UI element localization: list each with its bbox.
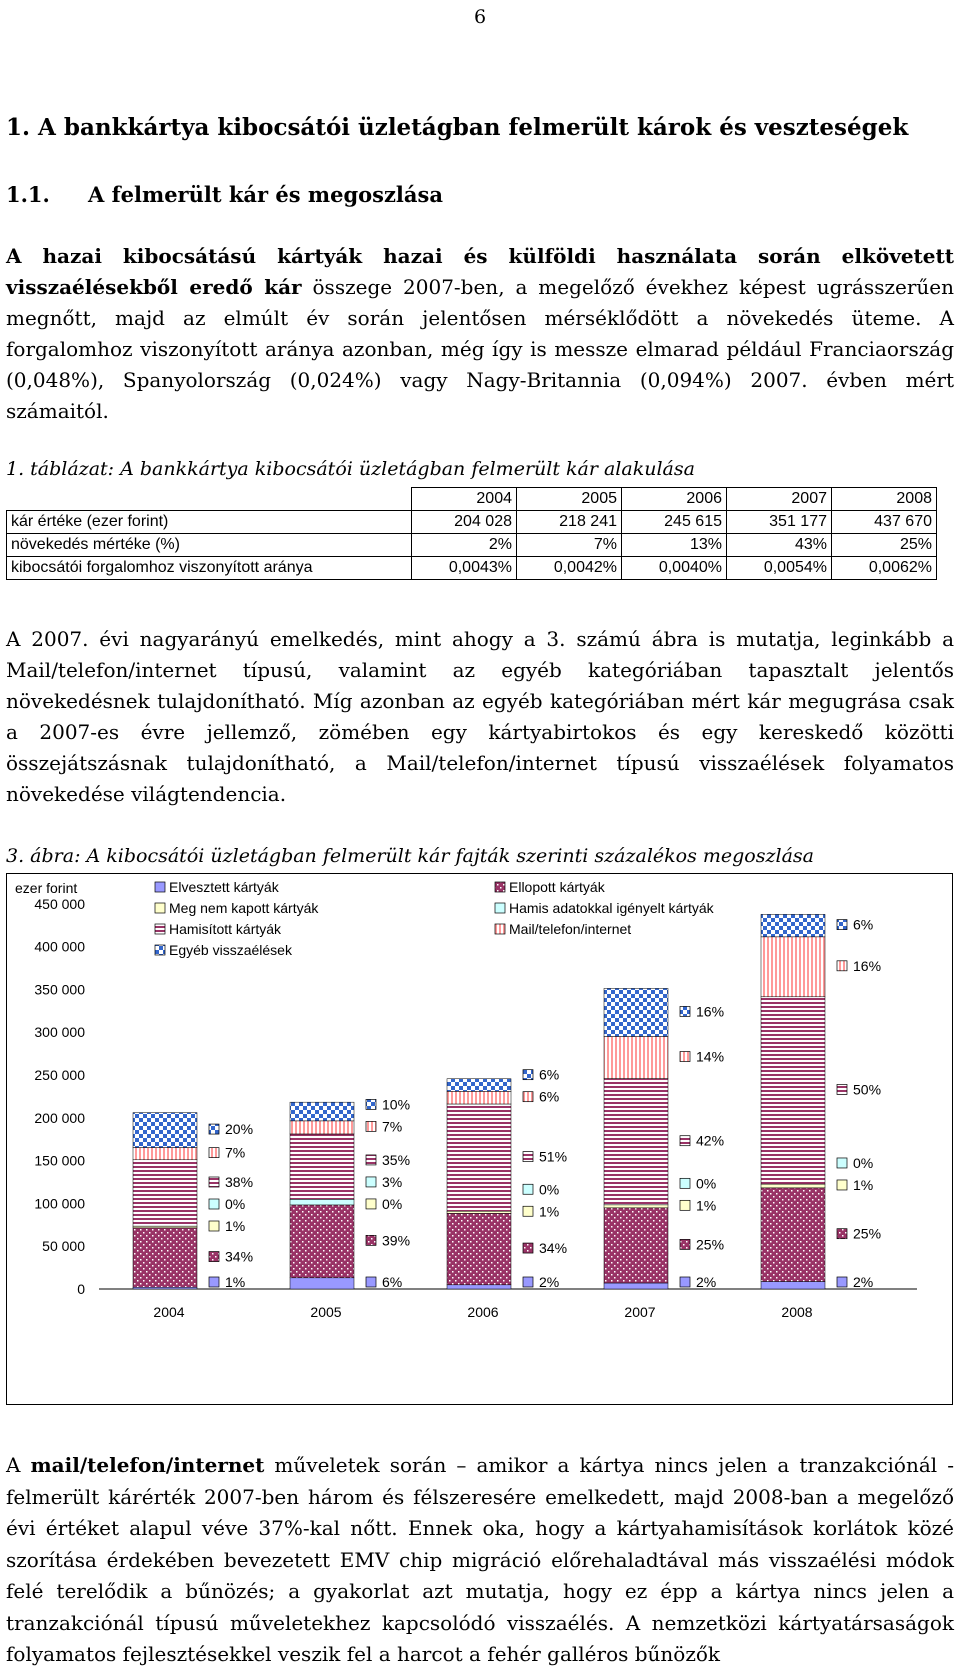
table-cell: 437 670: [832, 511, 937, 534]
chart-data-label: 1%: [225, 1218, 246, 1234]
paragraph-3: [6, 1450, 954, 1671]
chart-data-label-key: [366, 1235, 376, 1245]
chart-data-label: 7%: [382, 1118, 403, 1135]
chart-bar-segment: [447, 1285, 511, 1289]
table-row-label: növekedés mértéke (%): [7, 534, 412, 557]
chart-data-label: 0%: [853, 1154, 874, 1171]
chart-data-label-key: [366, 1277, 376, 1287]
chart-data-label: 16%: [696, 1003, 725, 1020]
chart-bar-segment: [290, 1102, 354, 1121]
chart-bar-segment: [604, 1208, 668, 1283]
chart-data-label-key: [523, 1206, 533, 1216]
chart-y-tick-label: 450 000: [34, 895, 85, 912]
page-number: 6: [473, 6, 487, 28]
chart-data-label: 16%: [853, 957, 882, 974]
chart-data-label: 1%: [225, 1274, 246, 1290]
chart-x-tick-label: 2006: [467, 1304, 499, 1320]
chart-data-label: 6%: [539, 1088, 560, 1105]
chart-data-label-key: [523, 1184, 533, 1194]
legend-swatch: [155, 924, 165, 934]
legend-swatch: [495, 903, 505, 913]
chart-bar-segment: [604, 1283, 668, 1289]
chart-bar-segment: [761, 1184, 825, 1188]
stacked-bar-chart: [6, 873, 953, 1405]
chart-data-label-key: [680, 1178, 690, 1188]
chart-bar-segment: [761, 997, 825, 1184]
paragraph-1-bold-lead: A hazai kibocsátású kártyák hazai és külföldi használata során elkövetett visszaélésekből eredő kár: [6, 244, 954, 299]
table-cell: 218 241: [517, 511, 622, 534]
chart-data-label-key: [523, 1092, 533, 1102]
chart-data-label: 10%: [382, 1096, 411, 1113]
chart-bar-segment: [290, 1199, 354, 1205]
chart-bar-segment: [447, 1091, 511, 1104]
chart-data-label-key: [523, 1070, 533, 1080]
paragraph-3-text: műveletek során – amikor a kártya nincs jelen a tranzakciónál - felmerült kárérték 2007-ben három és félszeresére emelkedett, majd 2008-ban a megelőző évi értéket alapul véve 37%-kal nőtt. Ennek oka, hogy a kártyahamisítások korlátok közé szorítása érdekében bevezetett EMV chip migráció előrehaladtával más visszaélési módok felé terelődik a bűnözés; a gyakorlat azt mutatja, hogy ez épp a kártya nincs jelen a tranzakciónál típusú műveletekhez kapcsolódó visszaélés. A nemzetközi kártyatársaságok folyamatos fejlesztésekkel veszik fel a harcot a fehér galléros bűnözők: [6, 1453, 954, 1666]
heading-1: 1. A bankkártya kibocsátói üzletágban felmerült károk és veszteségek: [6, 114, 909, 141]
paragraph-1-text: összege 2007-ben, a megelőző évekhez képest ugrásszerűen megnőtt, majd az elmúlt év során jelentősen mérséklődött a növekedés üteme. A forgalomhoz viszonyított aránya azonban, még így is messze elmarad például Franciaország (0,048%), Spanyolország (0,024%) vagy Nagy-Britannia (0,094%) 2007. évben mért számaitól.: [6, 275, 954, 423]
chart-data-label-key: [523, 1277, 533, 1287]
chart-data-label-key: [209, 1277, 219, 1287]
chart-data-label: 42%: [696, 1132, 725, 1149]
chart-x-tick-label: 2004: [153, 1304, 185, 1320]
chart-bar-segment: [447, 1104, 511, 1211]
heading-2: [6, 182, 443, 207]
chart-bar-segment: [133, 1113, 197, 1148]
table-row: [7, 534, 937, 557]
chart-data-label: 2%: [539, 1274, 560, 1290]
table-cell: 204 028: [412, 511, 517, 534]
table-cell: 0,0054%: [727, 557, 832, 580]
paragraph-2: A 2007. évi nagyarányú emelkedés, mint ahogy a 3. számú ábra is mutatja, leginkább a Mail/telefon/internet típusú, valamint az egyéb kategóriában tapasztalt jelentős növekedésnek tulajdonítható. Míg azonban az egyéb kategóriában mért kár megugrása csak a 2007-es évre jellemző, zömében egy kártyabirtokos és egy kereskedő közötti összejátszásnak tulajdonítható, a Mail/telefon/internet típusú visszaélések folyamatos növekedése világtendencia.: [6, 627, 954, 806]
chart-data-label: 0%: [382, 1195, 403, 1212]
chart-data-label-key: [209, 1124, 219, 1134]
chart-data-label: 7%: [225, 1144, 246, 1161]
chart-y-tick-label: 400 000: [34, 938, 85, 955]
chart-data-label: 34%: [225, 1248, 254, 1265]
legend-label: Mail/telefon/internet: [509, 921, 632, 937]
chart-y-tick-label: 200 000: [34, 1109, 85, 1126]
table-header-row: [7, 488, 937, 511]
chart-data-label-key: [680, 1006, 690, 1016]
chart-bar-segment: [133, 1160, 197, 1226]
chart-bar-segment: [761, 1282, 825, 1289]
chart-bar-segment: [290, 1134, 354, 1199]
chart-data-label: 6%: [853, 916, 874, 933]
paragraph-3-lead: A: [6, 1453, 31, 1477]
chart-data-label: 2%: [853, 1274, 874, 1290]
chart-data-label: 35%: [382, 1151, 411, 1168]
chart-data-label-key: [837, 1084, 847, 1094]
chart-x-tick-label: 2007: [624, 1304, 656, 1320]
chart-data-label: 0%: [539, 1181, 560, 1198]
chart-bar-segment: [761, 914, 825, 936]
chart-data-label-key: [680, 1200, 690, 1210]
table-corner: [7, 488, 412, 511]
chart-bar-segment: [133, 1226, 197, 1228]
chart-data-label: 1%: [539, 1203, 560, 1220]
chart-data-label-key: [837, 1158, 847, 1168]
table-cell: 2%: [412, 534, 517, 557]
table-cell: 43%: [727, 534, 832, 557]
table-year: 2004: [412, 488, 517, 511]
legend-label: Ellopott kártyák: [509, 879, 605, 895]
chart-data-label-key: [209, 1252, 219, 1262]
chart-y-tick-label: 150 000: [34, 1152, 85, 1169]
chart-bar-segment: [447, 1211, 511, 1213]
legend-swatch: [495, 924, 505, 934]
legend-swatch: [155, 882, 165, 892]
chart-data-label-key: [523, 1152, 533, 1162]
chart-bar-segment: [133, 1228, 197, 1287]
chart-data-label-key: [680, 1136, 690, 1146]
chart-y-tick-label: 50 000: [42, 1238, 85, 1255]
chart-data-label-key: [680, 1239, 690, 1249]
chart-data-label-key: [366, 1177, 376, 1187]
chart-svg: [7, 874, 952, 1404]
chart-data-label-key: [837, 961, 847, 971]
legend-label: Hamis adatokkal igényelt kártyák: [509, 900, 714, 916]
chart-data-label: 6%: [382, 1274, 403, 1290]
chart-data-label-key: [366, 1155, 376, 1165]
chart-bar-segment: [290, 1205, 354, 1278]
chart-data-label: 2%: [696, 1274, 717, 1290]
table-caption: 1. táblázat: A bankkártya kibocsátói üzletágban felmerült kár alakulása: [6, 458, 695, 480]
chart-data-label-key: [366, 1099, 376, 1109]
chart-y-tick-label: 300 000: [34, 1024, 85, 1041]
chart-data-label: 1%: [853, 1176, 874, 1193]
table-cell: 351 177: [727, 511, 832, 534]
chart-data-label-key: [209, 1148, 219, 1158]
chart-bar-segment: [761, 1188, 825, 1282]
chart-bar-segment: [133, 1148, 197, 1160]
heading-2-title: A felmerült kár és megoszlása: [88, 182, 443, 207]
paragraph-3-bold: mail/telefon/internet: [30, 1453, 265, 1477]
chart-y-tick-label: 0: [77, 1281, 85, 1297]
chart-data-label-key: [209, 1199, 219, 1209]
chart-y-unit-label: ezer forint: [15, 880, 78, 896]
table-year: 2006: [622, 488, 727, 511]
chart-data-label-key: [837, 920, 847, 930]
chart-bar-segment: [604, 1205, 668, 1208]
chart-bar-segment: [290, 1278, 354, 1289]
table-row-label: kibocsátói forgalomhoz viszonyított aránya: [7, 557, 412, 580]
chart-data-label: 34%: [539, 1240, 568, 1257]
table-cell: 7%: [517, 534, 622, 557]
table-cell: 13%: [622, 534, 727, 557]
damage-table: [6, 487, 937, 580]
legend-label: Elvesztett kártyák: [169, 879, 279, 895]
table-cell: 0,0040%: [622, 557, 727, 580]
legend-label: Meg nem kapott kártyák: [169, 900, 319, 916]
chart-data-label: 38%: [225, 1174, 254, 1190]
table-year: 2005: [517, 488, 622, 511]
table-cell: 25%: [832, 534, 937, 557]
table-year: 2007: [727, 488, 832, 511]
chart-y-tick-label: 100 000: [34, 1195, 85, 1212]
chart-data-label: 1%: [696, 1197, 717, 1214]
chart-data-label: 25%: [853, 1225, 882, 1242]
chart-data-label: 51%: [539, 1148, 568, 1165]
legend-swatch: [155, 903, 165, 913]
chart-data-label-key: [837, 1229, 847, 1239]
table-year: 2008: [832, 488, 937, 511]
chart-data-label: 3%: [382, 1173, 403, 1190]
paragraph-1: [6, 241, 954, 427]
table-cell: 0,0042%: [517, 557, 622, 580]
chart-data-label: 0%: [225, 1196, 246, 1212]
chart-y-tick-label: 350 000: [34, 981, 85, 998]
table-cell: 0,0062%: [832, 557, 937, 580]
legend-label: Egyéb visszaélések: [169, 942, 292, 958]
chart-bar-segment: [604, 1079, 668, 1205]
table-row-label: kár értéke (ezer forint): [7, 511, 412, 534]
chart-bar-segment: [290, 1121, 354, 1134]
heading-2-number: 1.1.: [6, 182, 50, 207]
chart-bar-segment: [133, 1287, 197, 1289]
chart-data-label: 14%: [696, 1048, 725, 1065]
chart-caption: 3. ábra: A kibocsátói üzletágban felmerült kár fajták szerinti százalékos megoszlása: [6, 845, 814, 867]
legend-swatch: [495, 882, 505, 892]
chart-data-label: 20%: [225, 1121, 254, 1138]
chart-bar-segment: [447, 1079, 511, 1092]
chart-data-label-key: [837, 1180, 847, 1190]
legend-label: Hamisított kártyák: [169, 921, 282, 937]
table-row: [7, 511, 937, 534]
chart-data-label: 6%: [539, 1066, 560, 1083]
chart-data-label-key: [680, 1052, 690, 1062]
chart-data-label: 50%: [853, 1081, 882, 1098]
chart-data-label-key: [209, 1177, 219, 1187]
chart-data-label-key: [680, 1277, 690, 1287]
chart-bar-segment: [604, 988, 668, 1036]
table-cell: 0,0043%: [412, 557, 517, 580]
chart-data-label-key: [209, 1221, 219, 1231]
chart-x-tick-label: 2005: [310, 1304, 342, 1320]
chart-data-label-key: [366, 1121, 376, 1131]
table-cell: 245 615: [622, 511, 727, 534]
chart-x-tick-label: 2008: [781, 1304, 813, 1320]
chart-bar-segment: [447, 1213, 511, 1284]
chart-y-tick-label: 250 000: [34, 1067, 85, 1083]
chart-data-label: 25%: [696, 1236, 725, 1253]
legend-swatch: [155, 945, 165, 955]
chart-data-label-key: [523, 1243, 533, 1253]
table-row: [7, 557, 937, 580]
chart-data-label-key: [366, 1199, 376, 1209]
chart-bar-segment: [761, 937, 825, 997]
chart-data-label: 0%: [696, 1175, 717, 1192]
chart-data-label: 39%: [382, 1232, 411, 1249]
chart-bar-segment: [604, 1036, 668, 1078]
chart-data-label-key: [837, 1277, 847, 1287]
